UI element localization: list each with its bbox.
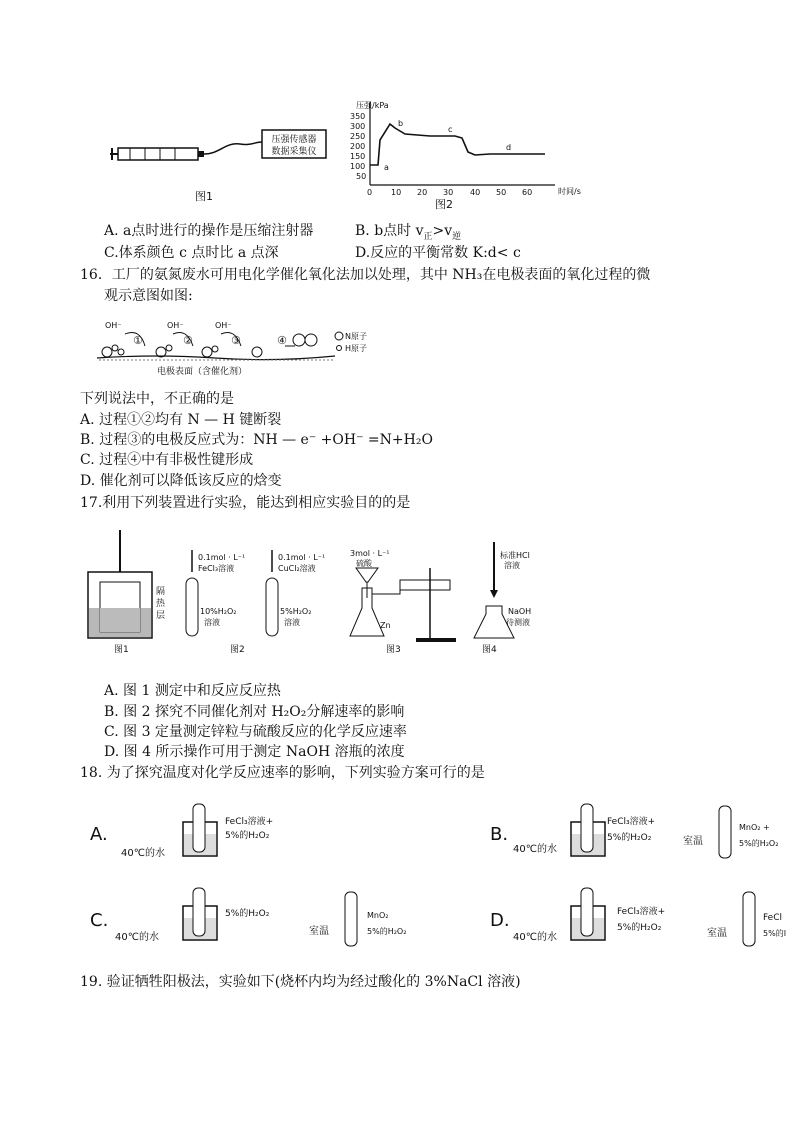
fig1-label-2: 热 bbox=[156, 599, 166, 609]
fig2-bottom-right-1: 5%H₂O₂ bbox=[280, 607, 312, 616]
fig2-ytick-200: 200 bbox=[350, 142, 366, 151]
q18-figure bbox=[85, 800, 794, 960]
fig2-ytick-50: 50 bbox=[356, 172, 367, 181]
q17-option-c: C. 图 3 定量测定锌粒与硫酸反应的化学反应速率 bbox=[104, 724, 407, 740]
q16-surface-label: 电极表面（含催化剂） bbox=[157, 367, 248, 377]
burette-tip bbox=[490, 590, 498, 598]
q15-figure-svg bbox=[100, 90, 600, 214]
q17-figure-svg bbox=[80, 528, 550, 660]
test-tube-left bbox=[186, 578, 198, 636]
fig2-bottom-left-1: 10%H₂O₂ bbox=[200, 607, 237, 616]
q15-option-d: D.反应的平衡常数 K:d< c bbox=[355, 245, 521, 261]
fig2-point-c: c bbox=[448, 125, 453, 134]
q16-option-b: B. 过程③的电极反应式为：NH — e⁻ +OH⁻ =N+H₂O bbox=[80, 432, 433, 448]
fig2-xlabel: 时间/s bbox=[558, 187, 581, 196]
q18-a-letter: A. bbox=[90, 824, 108, 845]
fig2-ytick-250: 250 bbox=[350, 132, 366, 141]
fig2-bottom-left-2: 溶液 bbox=[204, 618, 220, 627]
q18-b-reagent1: FeCl₃溶液+ bbox=[607, 817, 656, 827]
q17-option-a: A. 图 1 测定中和反应反应热 bbox=[104, 683, 281, 699]
q15-option-b-sub1: 正 bbox=[423, 231, 433, 242]
sensor-box-line1: 压强传感器 bbox=[271, 135, 317, 145]
q18-d-room: 室温 bbox=[707, 928, 727, 939]
fig2-point-d: d bbox=[506, 143, 512, 152]
calorimeter-drawing bbox=[88, 530, 152, 638]
fig3-top-1: 3mol · L⁻¹ bbox=[350, 549, 390, 558]
q18-b-water-label: 40℃的水 bbox=[513, 844, 557, 855]
q18-a-reagent1: FeCl₃溶液+ bbox=[225, 817, 274, 827]
fig2-xtick-60: 60 bbox=[522, 188, 533, 197]
q18-c-tube1: MnO₂ bbox=[367, 911, 389, 920]
q18-c-room: 室温 bbox=[309, 926, 329, 937]
h-atom bbox=[112, 345, 118, 351]
q18-a-tube bbox=[193, 804, 205, 852]
q18-b-tube bbox=[581, 804, 593, 852]
q18-c-room-tube bbox=[345, 892, 357, 946]
q17-fig2-caption: 图2 bbox=[230, 645, 245, 655]
q18-b-room: 室温 bbox=[683, 836, 703, 847]
fig2-ytick-100: 100 bbox=[350, 162, 366, 171]
q15-option-b-sub2: 逆 bbox=[452, 231, 462, 242]
q18-c-letter: C. bbox=[90, 910, 109, 931]
fig1-label-3: 层 bbox=[156, 611, 166, 621]
q16-figure bbox=[95, 316, 395, 380]
separatory-funnel bbox=[356, 568, 378, 582]
fig2-point-a: a bbox=[384, 163, 389, 172]
fig2-top-right-1: 0.1mol · L⁻¹ bbox=[278, 553, 326, 562]
q17-stem: 17.利用下列装置进行实验，能达到相应实验目的的是 bbox=[80, 495, 411, 511]
fig3-top-2: 硫酸 bbox=[356, 559, 372, 568]
fig2-xtick-10: 10 bbox=[391, 188, 402, 197]
q16-option-c: C. 过程④中有非极性键形成 bbox=[80, 452, 254, 468]
syringe-gas bbox=[400, 580, 450, 590]
fig4-bottom-1: NaOH bbox=[508, 607, 532, 616]
q18-b-tube1: MnO₂ + bbox=[739, 823, 770, 832]
q16-step-3: ③ bbox=[231, 334, 241, 347]
q17-fig4-caption: 图4 bbox=[482, 645, 497, 655]
h-atom bbox=[166, 345, 172, 351]
sensor-box-line2: 数据采集仪 bbox=[271, 147, 317, 157]
fig4-bottom-2: 待测液 bbox=[506, 618, 530, 627]
n-atom bbox=[252, 347, 262, 357]
q16-step-1: ① bbox=[133, 334, 143, 347]
fig2-xtick-30: 30 bbox=[443, 188, 454, 197]
fig2-xtick-0: 0 bbox=[367, 188, 373, 197]
q16-option-a: A. 过程①②均有 N — H 键断裂 bbox=[80, 412, 282, 428]
q18-d-tube bbox=[581, 888, 593, 936]
n-atom bbox=[102, 347, 112, 357]
q18-c-reagent1: 5%的H₂O₂ bbox=[225, 909, 270, 919]
h-atom bbox=[118, 349, 124, 355]
fig2-xtick-50: 50 bbox=[496, 188, 507, 197]
q15-figure bbox=[100, 90, 600, 214]
fig3-zn: Zn bbox=[380, 621, 391, 630]
fig2-ytick-150: 150 bbox=[350, 152, 366, 161]
q17-figure bbox=[80, 528, 550, 660]
q18-b-reagent2: 5%的H₂O₂ bbox=[607, 833, 652, 843]
fig2-top-right-2: CuCl₂溶液 bbox=[278, 564, 316, 573]
q15-option-b-mid: >v bbox=[432, 223, 453, 239]
q18-d-tube2: 5%的I bbox=[763, 929, 787, 938]
fig4-top-2: 溶液 bbox=[504, 561, 520, 570]
fig2-point-b: b bbox=[398, 119, 404, 128]
q19-stem: 19. 验证牺牲阳极法，实验如下(烧杯内均为经过酸化的 3%NaCl 溶液) bbox=[80, 974, 521, 990]
q18-b-tube2: 5%的H₂O₂ bbox=[739, 839, 779, 848]
test-tube-right bbox=[266, 578, 278, 636]
q16-legend-n: N原子 bbox=[345, 332, 367, 341]
h-atom bbox=[212, 346, 218, 352]
q18-c-tube bbox=[193, 888, 205, 936]
fig4-top-1: 标准HCl bbox=[500, 551, 530, 560]
q18-a-reagent2: 5%的H₂O₂ bbox=[225, 831, 270, 841]
q18-stem: 18. 为了探究温度对化学反应速率的影响，下列实验方案可行的是 bbox=[80, 765, 485, 781]
q16-step-4: ④ bbox=[277, 334, 287, 347]
q18-d-reagent1: FeCl₃溶液+ bbox=[617, 907, 666, 917]
q17-fig1-caption: 图1 bbox=[114, 645, 129, 655]
fig1-caption: 图1 bbox=[195, 190, 213, 203]
q16-oh-3: OH⁻ bbox=[215, 321, 232, 330]
q18-figure-svg bbox=[85, 800, 794, 960]
electrode-surface-line bbox=[97, 356, 335, 360]
fig2-ytick-300: 300 bbox=[350, 122, 366, 131]
legend-n-icon bbox=[335, 332, 343, 340]
q15-option-b-main: B. b点时 v bbox=[355, 223, 424, 239]
q16-oh-1: OH⁻ bbox=[105, 321, 122, 330]
fig2-caption: 图2 bbox=[435, 198, 453, 211]
q16-stem-line2: 观示意图如图: bbox=[104, 288, 193, 304]
q18-b-room-tube bbox=[719, 806, 731, 858]
stand-base bbox=[416, 638, 456, 642]
q16-option-d: D. 催化剂可以降低该反应的焓变 bbox=[80, 473, 282, 489]
q16-figure-svg bbox=[95, 316, 395, 380]
fig2-top-left-2: FeCl₃溶液 bbox=[198, 564, 235, 573]
fig2-xtick-40: 40 bbox=[470, 188, 481, 197]
n-atom bbox=[305, 334, 317, 346]
legend-h-icon bbox=[337, 346, 342, 351]
n-atom bbox=[202, 347, 212, 357]
q16-step-2: ② bbox=[183, 334, 193, 347]
fig2-xtick-20: 20 bbox=[417, 188, 428, 197]
gas-tube bbox=[372, 586, 400, 594]
q17-option-b: B. 图 2 探究不同催化剂对 H₂O₂分解速率的影响 bbox=[104, 704, 405, 720]
fig1-label-1: 隔 bbox=[156, 587, 166, 597]
fig2-ytick-350: 350 bbox=[350, 112, 366, 121]
fig2-bottom-right-2: 溶液 bbox=[284, 618, 300, 627]
q18-a-water-label: 40℃的水 bbox=[121, 848, 165, 859]
q18-c-water-label: 40℃的水 bbox=[115, 932, 159, 943]
pressure-curve bbox=[370, 124, 545, 165]
pressure-chart bbox=[350, 100, 581, 211]
q18-d-letter: D. bbox=[490, 910, 510, 931]
q16-question: 下列说法中，不正确的是 bbox=[80, 391, 234, 407]
q15-option-a: A. a点时进行的操作是压缩注射器 bbox=[104, 223, 314, 239]
fig2-top-left-1: 0.1mol · L⁻¹ bbox=[198, 553, 246, 562]
q18-d-water-label: 40℃的水 bbox=[513, 932, 557, 943]
q18-d-reagent2: 5%的H₂O₂ bbox=[617, 923, 662, 933]
q18-d-tube1: FeCl bbox=[763, 913, 783, 923]
q15-option-c: C.体系颜色 c 点时比 a 点深 bbox=[104, 245, 279, 261]
fig2-ylabel: 压强/kPa bbox=[356, 101, 389, 110]
q16-stem-line1: 16．工厂的氨氮废水可用电化学催化氧化法加以处理，其中 NH₃在电极表面的氧化过程的微 bbox=[80, 267, 651, 283]
n-atom bbox=[293, 334, 305, 346]
q18-c-tube2: 5%的H₂O₂ bbox=[367, 927, 407, 936]
q16-legend-h: H原子 bbox=[345, 344, 368, 353]
syringe-drawing bbox=[110, 142, 262, 160]
q17-option-d: D. 图 4 所示操作可用于测定 NaOH 溶瓶的浓度 bbox=[104, 744, 405, 760]
q18-b-letter: B. bbox=[490, 824, 509, 845]
q18-d-room-tube bbox=[743, 892, 755, 946]
q17-fig3-caption: 图3 bbox=[386, 645, 401, 655]
q16-oh-2: OH⁻ bbox=[167, 321, 184, 330]
